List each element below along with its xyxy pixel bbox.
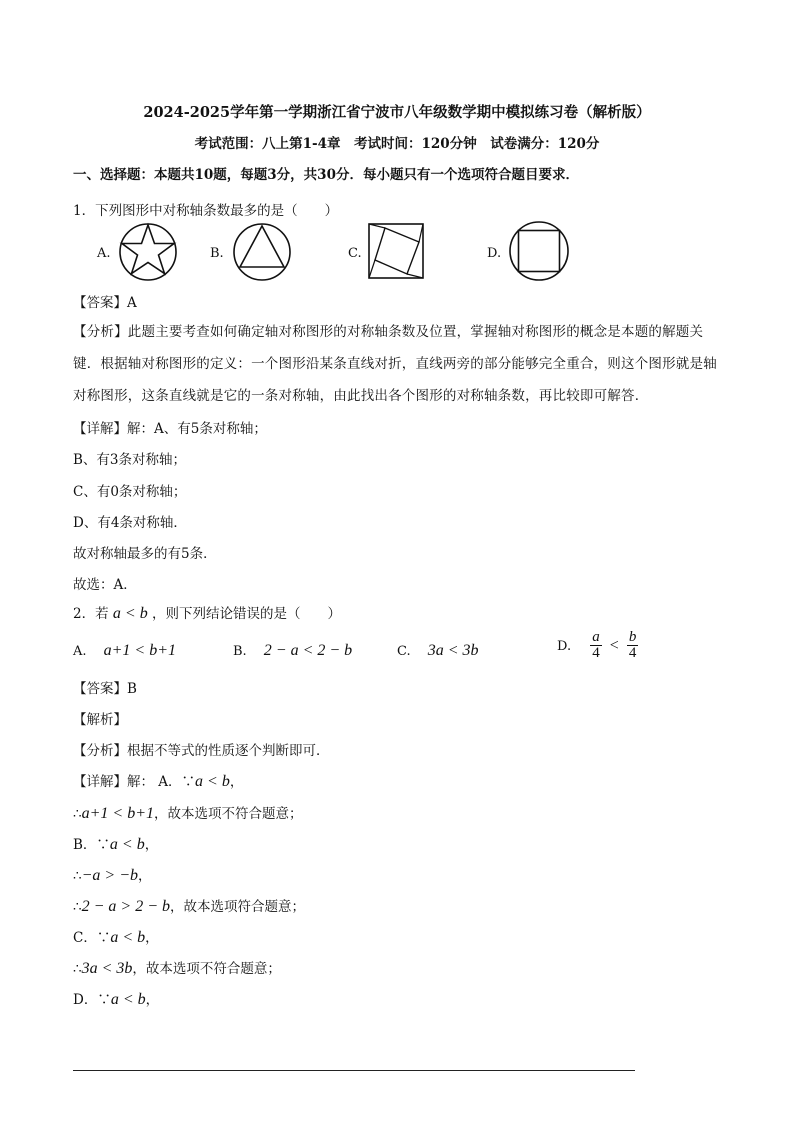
q2-analysis: 【分析】根据不等式的性质逐个判断即可． [73, 743, 330, 759]
q1-detail-line: D、有4条对称轴． [73, 515, 187, 531]
fraction-numerator: b [628, 629, 637, 645]
circle-square-figure [507, 220, 571, 282]
question-2-stem [73, 602, 341, 623]
q2-step [73, 895, 305, 916]
q1-option-d-label: D. [487, 246, 502, 261]
q2-option-a-label: A. [73, 644, 87, 659]
q2-option-c-expr: 3a < 3b [427, 642, 479, 659]
q2-step [73, 926, 159, 947]
q1-detail-line: 【详解】解：A、有5条对称轴； [73, 421, 267, 437]
q1-detail-line: 故选：A． [73, 577, 137, 593]
q2-option-c [397, 640, 479, 660]
q2-step [73, 957, 281, 978]
q1-option-b-label: B. [210, 246, 224, 261]
fraction-numerator: a [592, 629, 600, 645]
step-math: 2 − a > 2 − b [81, 898, 170, 915]
q2-answer: 【答案】B [73, 681, 137, 697]
step-text: 【详解】解： A．∵ [73, 774, 196, 790]
q2-option-b [233, 640, 352, 660]
fraction-denominator: 4 [628, 645, 637, 661]
q2-option-c-label: C. [397, 644, 411, 659]
step-math: a < b [110, 929, 146, 946]
exam-info: 考试范围：八上第1-4章 考试时间：120分钟 试卷满分：120分 [194, 136, 600, 152]
q2-step [73, 770, 243, 791]
q2-jiexi: 【解析】 [73, 712, 127, 728]
step-text: B．∵ [73, 837, 110, 853]
step-text: ∴ [73, 961, 82, 977]
question-1-stem: 1．下列图形中对称轴条数最多的是（ ） [73, 203, 339, 219]
footer-divider [73, 1070, 635, 1071]
q2-option-d [557, 630, 638, 661]
q1-detail-line: C、有0条对称轴； [73, 484, 187, 500]
fraction-a-over-4 [590, 630, 602, 661]
step-text: ，故本选项不符合题意； [153, 806, 303, 822]
circle-star-figure [116, 222, 180, 282]
q1-option-c-label: C. [348, 246, 362, 261]
page-title: 2024-2025学年第一学期浙江省宁波市八年级数学期中模拟练习卷（解析版） [143, 104, 651, 121]
circle-triangle-figure [230, 222, 294, 282]
q2-option-b-expr: 2 − a < 2 − b [263, 642, 353, 659]
step-text: ， [229, 774, 244, 790]
q1-option-a-label: A. [97, 246, 111, 261]
square-pinwheel-figure [367, 222, 427, 280]
step-math: 3a < 3b [81, 960, 133, 977]
q1-analysis: 【分析】此题主要考查如何确定轴对称图形的对称轴条数及位置，掌握轴对称图形的概念是本题的解题关键．根据轴对称图形的定义：一个图形沿某条直线对折，直线两旁的部分能够完全重合，则这个图形就是轴对称图形，这条直线就是它的一条对称轴，由此找出各个图形的对称轴条数，再比较即可解答． [73, 324, 717, 404]
q2-step [73, 833, 158, 854]
step-text: ，故本选项符合题意； [169, 899, 305, 915]
step-math: a < b [110, 991, 146, 1008]
step-text: ， [144, 837, 159, 853]
fraction-b-over-4 [627, 630, 639, 661]
step-text: C．∵ [73, 930, 111, 946]
step-text: ， [145, 992, 160, 1008]
q2-step [73, 988, 159, 1009]
q2-step [73, 802, 302, 823]
q2-option-a-expr: a+1 < b+1 [103, 642, 177, 659]
fraction-denominator: 4 [592, 645, 600, 661]
step-text: ∴ [73, 868, 82, 884]
q1-answer: 【答案】A [73, 295, 137, 311]
q2-stem-math: a < b [112, 605, 148, 622]
q2-stem-post: ，则下列结论错误的是（ ） [151, 606, 341, 622]
q1-detail-line: 故对称轴最多的有5条． [73, 546, 217, 562]
step-math: −a > −b [81, 867, 138, 884]
q2-stem-pre: 2．若 [73, 606, 109, 622]
step-math: a < b [195, 773, 230, 790]
step-text: D．∵ [73, 992, 111, 1008]
q2-step [73, 864, 151, 885]
q1-detail-line: B、有3条对称轴； [73, 452, 187, 468]
step-text: ∴ [73, 806, 82, 822]
step-math: a+1 < b+1 [81, 805, 154, 822]
step-text: ， [137, 868, 152, 884]
q2-option-a [73, 640, 176, 660]
step-text: ，故本选项不符合题意； [132, 961, 281, 977]
step-math: a < b [109, 836, 145, 853]
step-text: ∴ [73, 899, 82, 915]
q2-option-d-label: D. [557, 639, 572, 654]
less-than-sign: < [609, 636, 619, 654]
step-text: ， [145, 930, 159, 946]
q2-option-b-label: B. [233, 644, 247, 659]
section-heading: 一、选择题：本题共10题，每题3分，共30分．每小题只有一个选项符合题目要求． [73, 167, 579, 183]
